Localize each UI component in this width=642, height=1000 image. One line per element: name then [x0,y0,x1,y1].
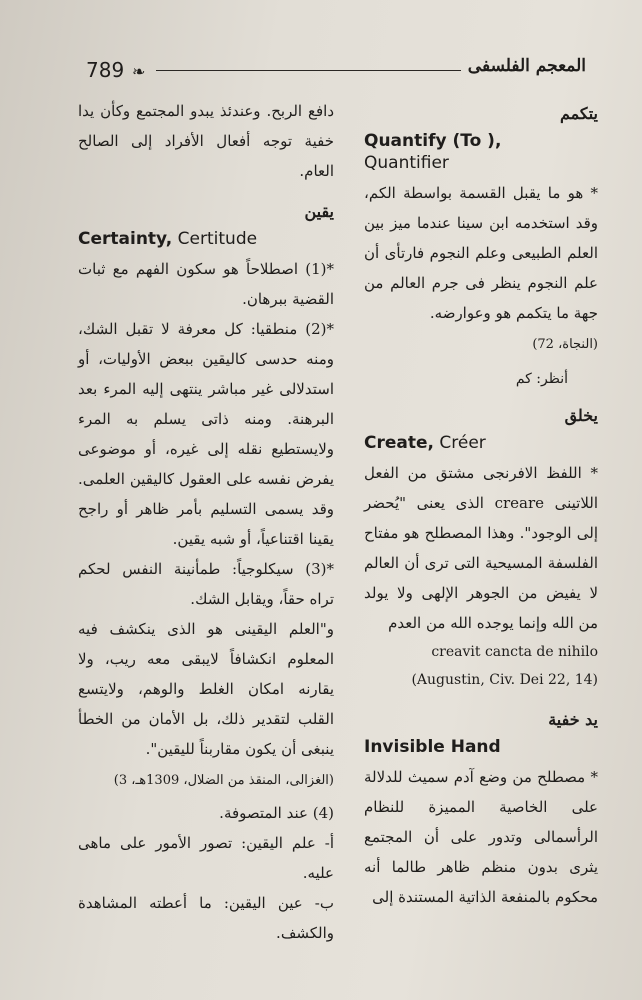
running-head: المعجم الفلسفى [467,56,586,76]
entry-english-head-bold: Create, [364,433,434,453]
entry-paragraph-4: (4) عند المتصوفة. [219,804,334,822]
entry-body: * هو ما يقبل القسمة بواسطة الكم، وقد استخدمه ابن سينا عندما ميز بين العلم الطبيعى وعلم النجوم فارتأى أن علم النجوم ينظر فى جرم العالم من جهة ما يتكمم هو وعوارضه. [364,184,598,322]
entry-paragraph-3: *(3) سيكلوجياً: طمأنينة النفس لحكم تراه حقاً، ويقابل الشك. [78,560,334,608]
entry-arabic-head: يقين [304,202,334,221]
entry-english-head-bold: Quantify (To ), [364,131,502,151]
entry-quote: و"العلم اليقينى هو الذى ينكشف فيه المعلوم انكشافاً لايبقى معه ريب، ولا يقارنه امكان الغلط والوهم، ولايتسع القلب لتقدير ذلك، بل الأمان من الخطأ ينبغى أن يكون مقاربناً لليقين". [78,620,334,758]
entry-english-head [364,736,598,758]
page-header [86,52,586,88]
page-number: 789 [86,58,125,82]
entry-english-head-bold: Invisible Hand [364,737,501,757]
entry-arabic-head: يتكمم [559,104,598,123]
left-column [78,96,334,948]
continuation-text: دافع الربح. وعندئذ يبدو المجتمع وكأن يدا خفية توجه أفعال الأفراد إلى الصالح العام. [78,102,334,180]
header-rule [156,70,461,71]
entry-english-head [364,432,598,454]
entry-english-head-rest: Certitude [177,229,258,249]
right-column [364,96,598,912]
entry-english-head [364,130,598,174]
entry-arabic-head: يد خفية [548,710,598,729]
entry-english-head-bold: Certainty, [78,229,173,249]
entry-citation: (Augustin, Civ. Dei 22, 14) [411,672,598,688]
entry-arabic-head: يخلق [564,406,598,425]
entry-citation: (النجاة، 72) [532,337,598,352]
entry-body: * مصطلح من وضع آدم سميث للدلالة على الخاصية المميزة للنظام الرأسمالى وتدور على أن المجتمع يثرى بدون منظم ظاهر طالما أنه محكوم بالمنفعة الذاتية المستندة إلى [364,768,598,906]
ornament-icon: ❧ [132,62,146,81]
entry-paragraph-4a: أ- علم اليقين: تصور الأمور على ماهى عليه. [78,834,334,882]
entry-body: * اللفظ الافرنجى مشتق من الفعل اللاتينى creare الذى يعنى "يُحضر إلى الوجود". وهذا المصطلح هو مفتاح الفلسفة المسيحية التى ترى أن العالم لا يفيض من الجوهر الإلهى ولا يولد من الله وإنما يوجده الله من العدم [364,464,599,632]
entry-paragraph-2: *(2) منطقيا: كل معرفة لا تقبل الشك، ومنه حدسى كاليقين ببعض الأوليات، أو استدلالى غير مباشر ينتهى إليه المرء بعد البرهنة. ومنه ذاتى يسلم به المرء ولايستطيع نقله إلى غيره، أو موضوعى يفرض نفسه على العقول كاليقين العلمى. وقد يسمى التسليم بأمر ظاهر أو راجح يقينا اقتناعياً، أو شبه يقين. [78,320,334,548]
see-also: أنظر: كم [515,371,568,387]
latin-quote: creavit cancta de nihilo [431,644,598,660]
entry-english-head-rest: Créer [439,433,486,453]
entry-paragraph-4b: ب- عين اليقين: ما أعطته المشاهدة والكشف. [78,894,334,942]
entry-paragraph-1: *(1) اصطلاحاً هو سكون الفهم مع ثبات القضية ببرهان. [78,260,334,308]
entry-english-head [78,228,334,250]
entry-citation: (الغزالى، المنقذ من الضلال، 1309هـ، 3) [113,773,334,788]
entry-english-head-rest: Quantifier [364,153,449,173]
